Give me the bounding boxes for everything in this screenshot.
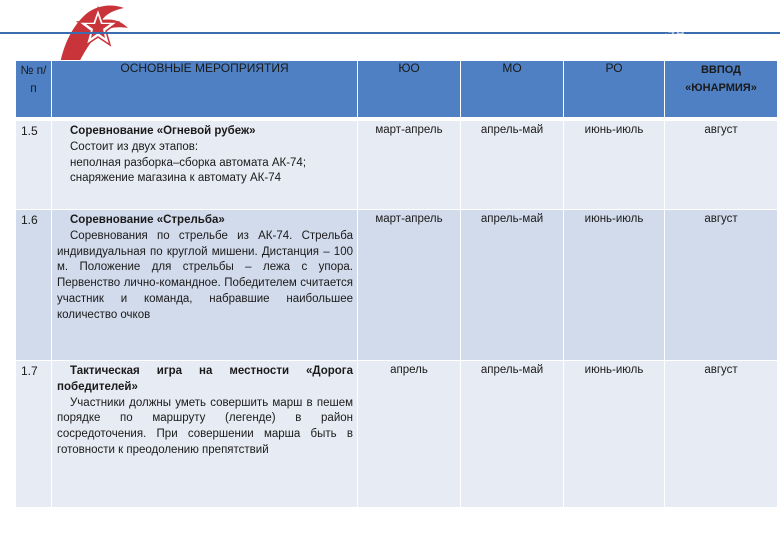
date-vvpod: август	[665, 210, 778, 361]
event-text: Соревнования по стрельбе из АК-74. Стрельба индивидуальная по круглой мишени. Дистанция – 100 м. Положение для стрельбы – лежа с упора. Первенство лично-командное. Победителем считается участник и команда, набравшие наибольшее количество очков	[57, 229, 353, 321]
row-number: 1.7	[16, 361, 52, 508]
header-watermark	[590, 4, 760, 42]
event-description	[52, 210, 358, 361]
column-header-events: ОСНОВНЫЕ МЕРОПРИЯТИЯ	[52, 61, 358, 120]
date-mo: апрель-май	[461, 361, 564, 508]
column-header-mo: МО	[461, 61, 564, 120]
table-row	[16, 119, 778, 210]
event-title: Тактическая игра на местности «Дорога победителей»	[57, 365, 353, 393]
row-number: 1.5	[16, 119, 52, 210]
row-number: 1.6	[16, 210, 52, 361]
date-ro: июнь-июль	[564, 210, 665, 361]
event-title: Соревнование «Огневой рубеж»	[70, 125, 256, 137]
watermark-line-2: ЭА	[664, 24, 686, 41]
watermark-line-1: Юнармейское	[623, 5, 727, 22]
event-text: неполная разборка–сборка автомата АК-74;	[70, 156, 307, 169]
date-yuo: апрель	[358, 361, 461, 508]
column-header-num: № п/п	[16, 61, 52, 120]
date-vvpod: август	[665, 361, 778, 508]
event-text: Участники должны уметь совершить марш в пешем порядке по маршруту (легенде) в район сосредоточения. При совершении марша быть в готовности к преодолению препятствий	[57, 396, 353, 456]
date-yuo: март-апрель	[358, 119, 461, 210]
events-table	[15, 60, 778, 508]
date-ro: июнь-июль	[564, 119, 665, 210]
event-text: Состоит из двух этапов:	[70, 140, 199, 153]
column-header-yuo: ЮО	[358, 61, 461, 120]
table-row	[16, 361, 778, 508]
table-row	[16, 210, 778, 361]
date-ro: июнь-июль	[564, 361, 665, 508]
date-yuo: март-апрель	[358, 210, 461, 361]
date-vvpod: август	[665, 119, 778, 210]
date-mo: апрель-май	[461, 210, 564, 361]
event-title: Соревнование «Стрельба»	[70, 214, 225, 226]
event-text: снаряжение магазина к автомату АК-74	[70, 172, 281, 185]
event-description	[52, 119, 358, 210]
event-description	[52, 361, 358, 508]
column-header-vvpod: ВВПОД «ЮНАРМИЯ»	[665, 61, 778, 120]
column-header-ro: РО	[564, 61, 665, 120]
table-header-row	[16, 61, 778, 120]
date-mo: апрель-май	[461, 119, 564, 210]
